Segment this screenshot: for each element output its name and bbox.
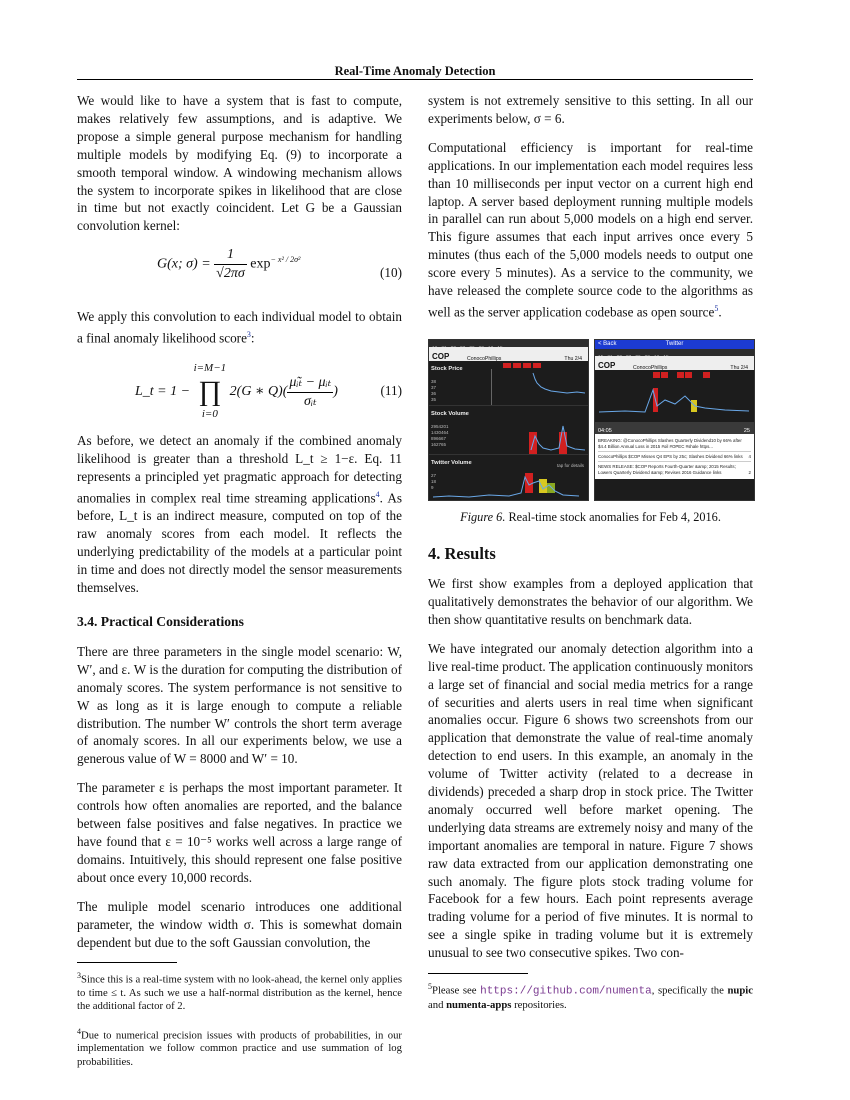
equation-10 xyxy=(77,246,402,298)
screenshot-right xyxy=(594,339,755,501)
header-rule xyxy=(77,79,753,80)
eq10-denominator: √2πσ xyxy=(216,266,245,282)
stock-volume-axis: 2954201 1430464 896667 162765 xyxy=(431,424,449,448)
news-item[interactable]: NEWS RELEASE: $COP Reports Fourth-Quarter &amp; 2015 Results; Lowers Quarterly Dividend &amp; Revises 2016 Guidance links 2 xyxy=(598,464,751,475)
footnote-4: $^4$Due to numerical precision issues with products of probabilities, in our implementation we follow common practice and use summation of log probabilities. xyxy=(77,1026,402,1068)
eq10-numerator: 1 xyxy=(214,246,247,265)
back-button[interactable]: < Back xyxy=(598,341,617,348)
paragraph-intro: We would like to have a system that is fast to compute, makes relatively few assumptions, and is adaptive. We propose a simple general purpose mechanism for handling multiple models by modifying Eq. (9) to incorporate a smooth temporal window. A windowing mechanism allows the system to incorporate spikes in likelihood that are close in time but not exactly coincident. Let G be a Gaussian convolution kernel: xyxy=(77,93,402,234)
section-heading-practical: 3.4. Practical Considerations xyxy=(77,614,244,629)
twitter-volume-axis: 27 18 9 xyxy=(431,473,437,491)
paragraph-parameters: There are three parameters in the single model scenario: W, W′, and ε. W is the duration for computing the distribution of anomaly scores. The system performance is not sensitive to W as long as it is large enough to compute a reliable distribution. The number W′ controls the short term average of anomaly scores. In all our experiments below, we use a generous value of W = 8000 and W′ = 10. xyxy=(77,643,402,767)
eq11-denominator: σᵢₜ xyxy=(304,393,317,409)
eq11-lower: i=0 xyxy=(201,408,218,421)
paragraph-results-intro: We first show examples from a deployed application that qualitatively demonstrates the behavior of our algorithm. We then show quantitative results on benchmark data. xyxy=(428,576,753,627)
time-axis xyxy=(429,340,588,347)
eq10-lhs: G(x; σ) = xyxy=(157,256,211,272)
stock-volume-chart xyxy=(451,406,587,454)
section-heading-results: 4. Results xyxy=(428,544,496,564)
github-link[interactable]: https://github.com/numenta xyxy=(480,985,652,998)
twitter-volume-panel: Twitter Volume tap for details 27 18 9 xyxy=(429,454,588,501)
figure-6 xyxy=(428,339,753,499)
footnote-ref-4[interactable]: 4 xyxy=(375,490,380,500)
stock-price-panel: Stock Price 38 37 36 35 xyxy=(429,361,588,405)
news-item[interactable]: ConocoPhillips $COP Misses Q4 EPS by 25c; Slashes Dividend 66% links 4 xyxy=(598,452,751,462)
eq11-numerator: μ̃ᵢₜ − μᵢₜ xyxy=(287,374,333,393)
footnote-5: $^5$Please see https://github.com/numenta, specifically the nupic and numenta-apps repositories. xyxy=(428,982,754,1011)
time-axis xyxy=(595,349,754,356)
footnote-rule xyxy=(428,973,528,974)
ticker-header: COP ConocoPhillips Thu 2/4 xyxy=(429,347,588,361)
paragraph-window: The muliple model scenario introduces one additional parameter, the window width σ. This is somewhat domain dependent but due to the soft Gaussian convolution, the xyxy=(77,898,402,950)
eq11-lhs: L_t = 1 − xyxy=(135,384,191,400)
paragraph-sigma: system is not extremely sensitive to this setting. In all our experiments below, σ = 6. xyxy=(428,93,753,126)
right-column xyxy=(428,92,753,1023)
eq10-exp: exp xyxy=(250,256,271,272)
eq10-number: (10) xyxy=(380,265,402,281)
eq10-exponent: − x² / 2σ² xyxy=(270,255,301,265)
news-list xyxy=(595,434,754,479)
paragraph-application: We have integrated our anomaly detection algorithm into a live real-time product. The application continuously monitors a large set of financial and social media metrics for a range of securities and alerts users in real time when significant anomalies occur. Figure 6 shows two screenshots from our application that demonstrate the value of real-time anomaly detection to end users. In this example, an anomaly in the volume of Twitter activity (related to a decrease in dividends) preceded a sharp drop in stock price. The Twitter anomaly occurred well before market opening. The underlying data streams are extremely noisy and many of the important anomalies are temporal in nature. Figure 7 shows raw data extracted from our application demonstrating one such anomaly. The figure plots stock trading volume for Facebook for a few hours. Each point represents average trading volume for a period of five minutes. It is normal to see a single spike in trading volume but it is extremely unusual to see two consecutive spikes. Two con- xyxy=(428,640,753,961)
stock-price-axis: 38 37 36 35 xyxy=(431,379,437,403)
footnote-3: $^3$Since this is a real-time system with no look-ahead, the kernel only applies to time ≤ t. As such we use a half-normal distribution as the kernel, hence the additional factor of 2. xyxy=(77,971,402,1013)
footnote-ref-3[interactable]: 3 xyxy=(246,330,251,340)
paragraph-epsilon: The parameter ε is perhaps the most important parameter. It controls how often anomalies are reported, and the balance between false positives and false negatives. In practice we have found that ε = 10⁻⁵ works well across a large range of domains. Intuitively, this should represent one false positive about once every 10,000 records. xyxy=(77,780,402,885)
selected-time-bar: 04:05 25 xyxy=(595,422,754,434)
left-column xyxy=(77,92,402,1080)
tap-hint[interactable]: tap for details xyxy=(556,463,584,469)
screenshot-left xyxy=(428,339,589,501)
paragraph-convolution: We apply this convolution to each individual model to obtain a final anomaly likelihood score$^3$: xyxy=(77,309,402,346)
ticker-header: COP ConocoPhillips Thu 2/4 xyxy=(595,356,754,370)
eq11-product: ∏ xyxy=(198,376,222,408)
twitter-chart xyxy=(595,370,753,414)
nav-title: Twitter xyxy=(665,341,684,348)
paragraph-threshold: As before, we detect an anomaly if the combined anomaly likelihood is greater than a threshold L_t ≥ 1−ε. Eq. 11 represents a principled yet pragmatic approach for detecting anomalies in complex real time streaming applications$^4$. As before, L_t is an indirect measure, computed on top of the raw anomaly scores from each model. It reflects the underlying predictability of the models at a particular point in time and does not directly model the sensor measurements themselves. xyxy=(77,433,402,596)
running-header: Real-Time Anomaly Detection xyxy=(334,64,496,78)
news-item[interactable]: BREAKING: @ConocoPhillips Slashes Quarterly Dividend10 by 66% after $4.4 Billion Annual Loss in 2015 #oil #OPEC #shale https... xyxy=(598,436,751,452)
equation-11: L_t = 1 − i=M−1 ∏ i=0 2(G ∗ Q)( $\frac{\text{μ̃ᵢₜ − μᵢₜ}}{\text{σᵢₜ}}$ ) (11) xyxy=(135,362,402,421)
footnote-rule xyxy=(77,962,177,963)
figure-6-caption: Figure 6. Real-time stock anomalies for Feb 4, 2016. xyxy=(460,510,721,525)
nav-bar xyxy=(595,340,754,349)
stock-volume-panel: Stock Volume 2954201 1430464 896667 162765 xyxy=(429,405,588,454)
stock-price-chart xyxy=(451,361,587,405)
eq11-body: 2(G ∗ Q)( xyxy=(229,384,288,400)
twitter-volume-chart xyxy=(429,455,587,501)
eq11-number: (11) xyxy=(380,383,402,399)
footnote-ref-5[interactable]: 5 xyxy=(714,303,719,313)
paragraph-efficiency: Computational efficiency is important for real-time applications. In our implementation each model requires less than 10 milliseconds per input vector on a current high end laptop. A server based deployment running multiple models in parallel can run about 5,000 models on a high end server. This figure assumes that each input arrives once every 5 minutes (thus each of the 5,000 models needs to output one score every 5 minutes). As a service to the community, we have released the complete source code to the algorithms as well as the server application codebase as open source$^5$. xyxy=(428,139,753,320)
eq11-upper: i=M−1 xyxy=(193,362,227,375)
